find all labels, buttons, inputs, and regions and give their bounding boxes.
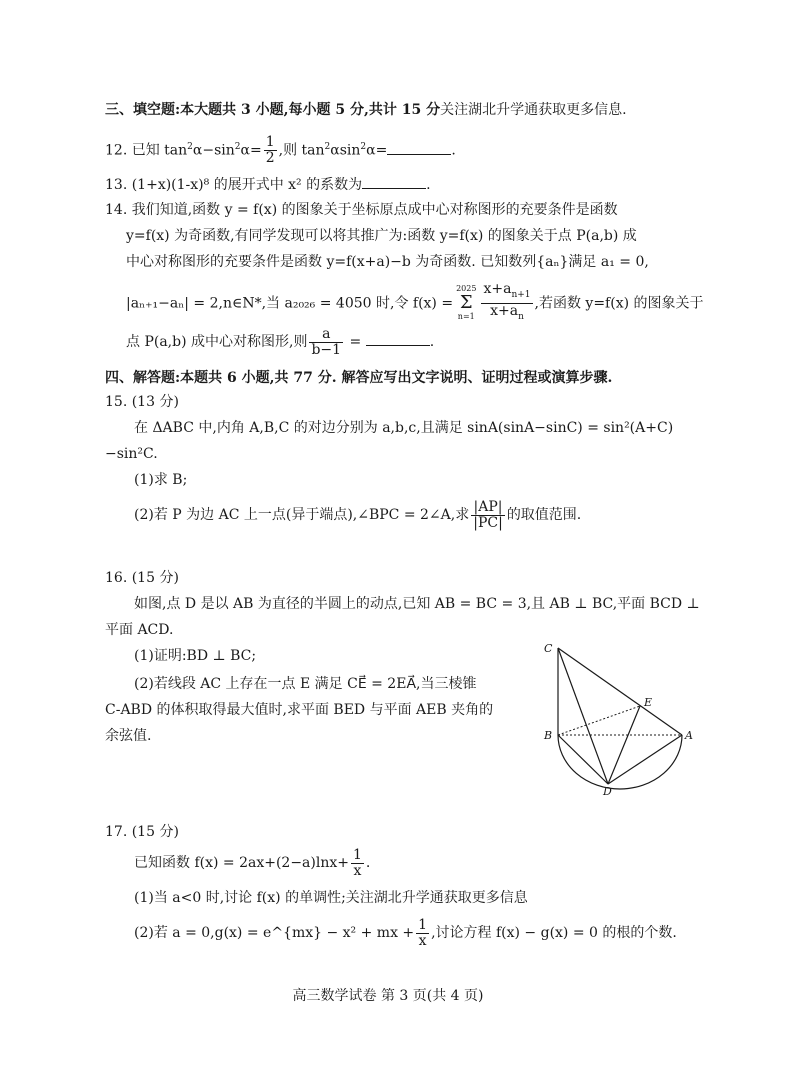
edge-CD (558, 648, 608, 784)
question-14-line-2: y=f(x) 为奇函数,有同学发现可以将其推广为:函数 y=f(x) 的图象关于点 P(a,b) 成 (126, 228, 637, 244)
question-14-line-1: 14. 我们知道,函数 y = f(x) 的图象关于坐标原点成中心对称图形的充要条件是函数 (105, 202, 618, 218)
question-14-line-4: |aₙ₊₁−aₙ| = 2,n∈N*,当 a₂₀₂₆ = 4050 时,令 f(x) = 2025 Σ n=1 $\frac{x+a_{n+1}}{x+a_n}$ ,若函数 y=f(x) 的图象关于 (126, 281, 704, 322)
question-16-head: 16. (15 分) (105, 570, 179, 586)
question-15-part-1: (1)求 B; (134, 472, 188, 488)
question-14-line-3: 中心对称图形的充要条件是函数 y=f(x+a)−b 为奇函数. 已知数列{aₙ}满足 a₁ = 0, (126, 254, 649, 270)
edge-BD (558, 735, 608, 784)
question-16-part-2-line-3: 余弦值. (105, 728, 152, 744)
answer-blank[interactable] (362, 174, 426, 189)
label-C: C (544, 642, 553, 655)
question-13: 13. (1+x)(1-x)⁸ 的展开式中 x² 的系数为 . (105, 174, 431, 195)
semicircle-arc (558, 735, 682, 789)
question-16-part-2-line-1: (2)若线段 AC 上存在一点 E 满足 CE⃗ = 2EA⃗,当三棱锥 (134, 676, 477, 692)
question-16-part-1: (1)证明:BD ⊥ BC; (134, 648, 257, 664)
section3-header: 三、填空题:本大题共 3 小题,每小题 5 分,共计 15 分关注湖北升学通获取更多信息. (105, 102, 627, 118)
question-15-line-1: 在 ΔABC 中,内角 A,B,C 的对边分别为 a,b,c,且满足 sinA(sinA−sinC) = sin²(A+C) (134, 420, 674, 436)
label-A: A (685, 729, 693, 742)
question-12: 12. 已知 $\tan^2\alpha-\sin^2\alpha=$ $\frac{1}{2}$ ,则 $\tan^2\alpha\sin^2\alpha=$ . (105, 134, 456, 167)
label-D: D (603, 785, 612, 798)
question-16-line-2: 平面 ACD. (105, 622, 174, 638)
question-17-head: 17. (15 分) (105, 824, 179, 840)
edge-BE-dashed (558, 706, 640, 735)
edge-ED (608, 706, 640, 784)
edge-AD (608, 735, 682, 784)
question-16-line-1: 如图,点 D 是以 AB 为直径的半圆上的动点,已知 AB = BC = 3,且 AB ⊥ BC,平面 BCD ⊥ (134, 596, 700, 612)
section4-header: 四、解答题:本题共 6 小题,共 77 分. 解答应写出文字说明、证明过程或演算步骤. (105, 370, 613, 386)
question-14-line-5: 点 P(a,b) 成中心对称图形,则 $\frac{a}{b-1}$ = . (126, 325, 435, 358)
question-15-part-2: (2)若 P 为边 AC 上一点(异于端点),∠BPC = 2∠A,求 $\frac{|AP|}{|PC|}$ 的取值范围. (134, 498, 582, 531)
label-E: E (644, 696, 653, 709)
page-footer: 高三数学试卷 第 3 页(共 4 页) (292, 988, 484, 1004)
question-17-part-2: (2)若 a = 0,g(x) = e^{mx} − x² + mx + $\frac{1}{x}$ ,讨论方程 f(x) − g(x) = 0 的根的个数. (134, 916, 677, 949)
label-B: B (544, 729, 553, 742)
summation-symbol: 2025 Σ n=1 (456, 284, 477, 322)
answer-blank[interactable] (366, 331, 430, 346)
question-17-line-1: 已知函数 f(x) = 2ax+(2−a)lnx+ $\frac{1}{x}$ . (134, 846, 371, 879)
question-17-part-1: (1)当 a<0 时,讨论 f(x) 的单调性;关注湖北升学通获取更多信息 (134, 890, 528, 906)
question-15-head: 15. (13 分) (105, 394, 179, 410)
question-16-part-2-line-2: C-ABD 的体积取得最大值时,求平面 BED 与平面 AEB 夹角的 (105, 702, 494, 718)
edge-CA (558, 648, 682, 735)
pyramid-figure (538, 640, 708, 800)
question-15-line-2: −sin²C. (105, 446, 158, 462)
answer-blank[interactable] (387, 140, 451, 155)
